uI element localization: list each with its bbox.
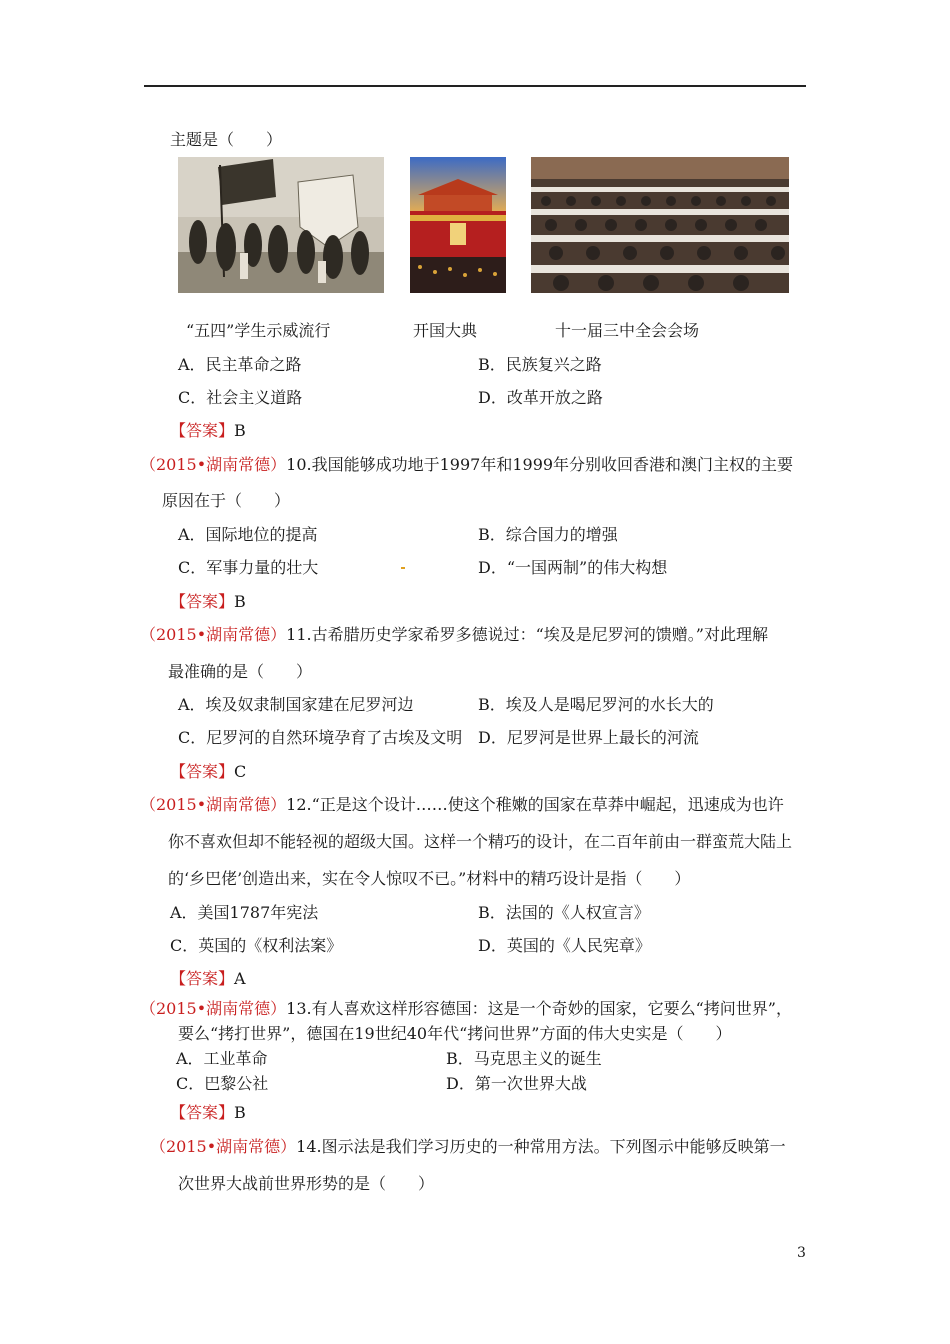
q10-option-d: D．“一国两制”的伟大构想 (478, 558, 668, 577)
q13-line2: 要么“拷打世界”，德国在19世纪40年代“拷问世界”方面的伟大史实是（ ） (178, 1024, 732, 1043)
q12-option-b: B．法国的《人权宣言》 (478, 903, 650, 922)
q13-option-c: C．巴黎公社 (176, 1074, 269, 1093)
q13-option-b: B．马克思主义的诞生 (446, 1049, 602, 1068)
q13-line1: （2015•湖南常德）13.有人喜欢这样形容德国：这是一个奇妙的国家，它要么“拷问世界”， (140, 999, 792, 1018)
q12-line1: （2015•湖南常德）12.“正是这个设计……使这个稚嫩的国家在草莽中崛起，迅速成为也许 (140, 795, 784, 814)
q11-line1: （2015•湖南常德）11.古希腊历史学家希罗多德说过：“埃及是尼罗河的馈赠。”对此理解 (140, 625, 768, 644)
q9-option-d: D．改革开放之路 (478, 388, 603, 407)
q13-option-d: D．第一次世界大战 (446, 1074, 587, 1093)
may-fourth-photo (178, 157, 384, 293)
q14-line2: 次世界大战前世界形势的是（ ） (178, 1174, 435, 1193)
header-rule (144, 85, 806, 87)
q10-option-a: A．国际地位的提高 (178, 525, 318, 544)
q10-line1: （2015•湖南常德）10.我国能够成功地于1997年和1999年分别收回香港和澳门主权的主要 (140, 455, 794, 474)
q10-line2: 原因在于（ ） (162, 491, 291, 510)
q13-answer: 【答案】B (170, 1103, 246, 1122)
stray-mark (401, 567, 405, 569)
q11-option-c: C．尼罗河的自然环境孕育了古埃及文明 (178, 728, 463, 747)
q14-line1: （2015•湖南常德）14.图示法是我们学习历史的一种常用方法。下列图示中能够反映第一 (150, 1137, 786, 1156)
caption-may-fourth: “五四”学生示威流行 (186, 321, 331, 340)
q11-answer: 【答案】C (170, 762, 247, 781)
founding-ceremony-photo (410, 157, 506, 293)
q12-line2: 你不喜欢但却不能轻视的超级大国。这样一个精巧的设计，在二百年前由一群蛮荒大陆上 (168, 832, 793, 851)
q12-option-a: A．美国1787年宪法 (170, 903, 319, 922)
q13-option-a: A．工业革命 (176, 1049, 268, 1068)
q10-option-c: C．军事力量的壮大 (178, 558, 319, 577)
q9-answer: 【答案】B (170, 421, 246, 440)
q11-option-a: A．埃及奴隶制国家建在尼罗河边 (178, 695, 414, 714)
q9-option-c: C．社会主义道路 (178, 388, 303, 407)
third-plenum-photo (531, 157, 789, 293)
caption-third-plenum: 十一届三中全会会场 (555, 321, 700, 340)
q11-line2: 最准确的是（ ） (168, 662, 313, 681)
q9-option-b: B．民族复兴之路 (478, 355, 602, 374)
q12-option-d: D．英国的《人民宪章》 (478, 936, 651, 955)
q12-line3: 的‘乡巴佬’创造出来，实在令人惊叹不已。”材料中的精巧设计是指（ ） (168, 869, 691, 888)
q12-option-c: C．英国的《权利法案》 (170, 936, 343, 955)
page-number: 3 (797, 1245, 806, 1261)
q9-option-a: A．民主革命之路 (178, 355, 302, 374)
q10-option-b: B．综合国力的增强 (478, 525, 618, 544)
q12-answer: 【答案】A (170, 969, 246, 988)
q9-stem-tail: 主题是（ ） (170, 130, 283, 149)
q11-option-d: D．尼罗河是世界上最长的河流 (478, 728, 699, 747)
caption-founding-ceremony: 开国大典 (413, 321, 478, 340)
q10-answer: 【答案】B (170, 592, 246, 611)
q11-option-b: B．埃及人是喝尼罗河的水长大的 (478, 695, 714, 714)
